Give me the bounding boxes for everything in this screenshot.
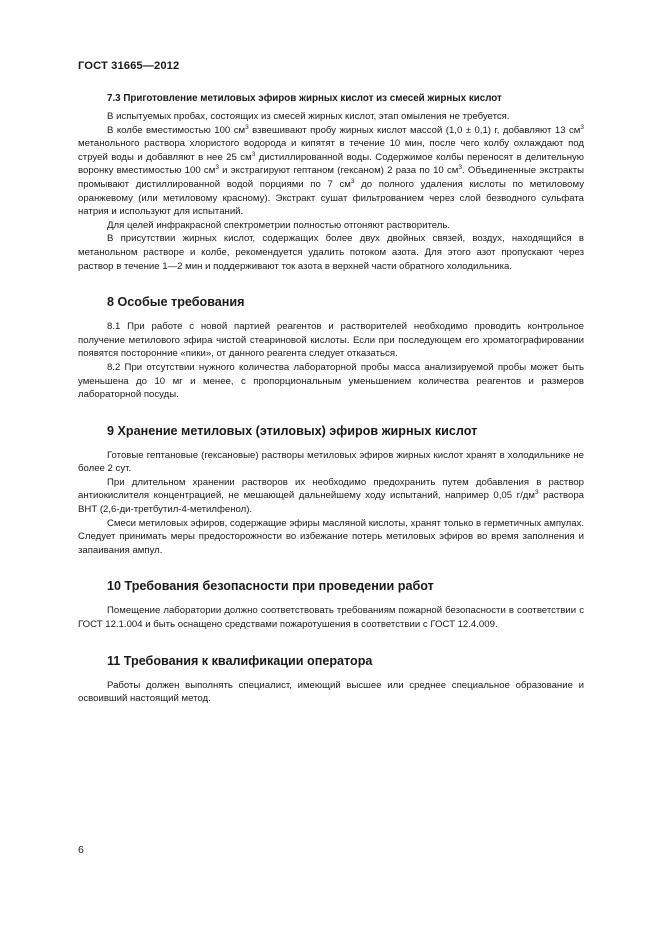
section-8-title: 8 Особые требования [107, 295, 245, 310]
subsection-7-3-paragraph-2: В колбе вместимостью 100 $см^3$ взвешивают пробу жирных кислот массой (1,0 ± 0,1) г, добавляют 13 $см^3$ метанольного раствора хлористого водорода и кипятят в течение 10 мин, после чего колбу охлаждают под струей воды и добавляют в нее 25 $см^3$ дистиллированной воды. Содержимое колбы переносят в делительную воронку вместимостью 100 $см^3$ и экстрагируют гептаном (гексаном) 2 раза по 10 $см^3$. Объединенные экстракты промывают дистиллированной водой порциями по 7 $см^3$ до полного удаления кислоты по метиловому оранжевому (или метиловому красному). Экстракт сушат фильтрованием через слой безводного сульфата натрия и используют для испытаний. [78, 123, 585, 218]
superscript-cubic: 3 [215, 164, 219, 172]
subsection-7-3-paragraph-3: Для целей инфракрасной спектрометрии полностью отгоняют растворитель. [107, 219, 451, 231]
section-9-paragraph-2: При длительном хранении растворов их необходимо предохранить путем добавления в раствор антиокислителя концентрацией, не мешающей дальнейшему ходу испытаний, например 0,05 $г/дм^3$ раствора ВНТ (2,6-ди-третбутил-4-метилфенол). [78, 476, 584, 516]
superscript-cubic: 3 [350, 177, 355, 185]
subsection-7-3-paragraph-1: В испытуемых пробах, состоящих из смесей жирных кислот, этап омыления не требуется. [107, 111, 510, 122]
document-header: ГОСТ 31665—2012 [78, 60, 180, 72]
superscript-cubic: 3 [251, 150, 256, 158]
superscript-cubic: 3 [458, 164, 462, 172]
section-8-paragraph-1: 8.1 При работе с новой партией реагентов и растворителей необходимо проводить контрольное получение метилового эфира чистой стеариновой кислоты. Если при последующем его хроматографировании появятся посторонние «пики», от данного реагента следует отказаться. [78, 321, 584, 360]
section-10-title: 10 Требования безопасности при проведении работ [107, 579, 434, 594]
subsection-7-3-paragraph-4: В присутствии жирных кислот, содержащих более двух двойных связей, воздух, находящийся в метанольном растворе и колбе, рекомендуется удалить потоком азота. Для этого азот пропускают через раствор в течение 1—2 мин и поддерживают ток азота в верхней части обратного холодильника. [78, 233, 584, 272]
subsection-7-3-title: 7.3 Приготовление метиловых эфиров жирных кислот из смесей жирных кислот [107, 93, 502, 104]
section-10-paragraph-1: Помещение лаборатории должно соответствовать требованиям пожарной безопасности в соответствии с ГОСТ 12.1.004 и быть оснащено средствами пожаротушения в соответствии с ГОСТ 12.4.009. [78, 605, 584, 631]
section-9-paragraph-1: Готовые гептановые (гексановые) растворы метиловых эфиров жирных кислот хранят в холодильнике не более 2 сут. [78, 449, 584, 475]
section-9-title: 9 Хранение метиловых (этиловых) эфиров жирных кислот [107, 423, 478, 438]
document-body [78, 92, 584, 706]
section-8-paragraph-2: 8.2 При отсутствии нужного количества лабораторной пробы масса анализируемой пробы может быть уменьшена до 10 мг и менее, с пропорциональным уменьшением количества реагентов и размеров лабораторной посуды. [78, 361, 584, 401]
section-9-paragraph-3: Смеси метиловых эфиров, содержащие эфиры масляной кислоты, хранят только в герметичных ампулах. Следует принимать меры предосторожности во избежание потерь метиловых эфиров во время заполнения и запаивания ампул. [78, 517, 584, 556]
page-number: 6 [78, 844, 84, 856]
section-11-title: 11 Требования к квалификации оператора [107, 653, 373, 668]
superscript-cubic: 3 [534, 489, 539, 497]
superscript-cubic: 3 [580, 123, 585, 131]
section-11-paragraph-1: Работы должен выполнять специалист, имеющий высшее или среднее специальное образование и освоивший настоящий метод. [78, 679, 584, 705]
superscript-cubic: 3 [245, 123, 249, 131]
